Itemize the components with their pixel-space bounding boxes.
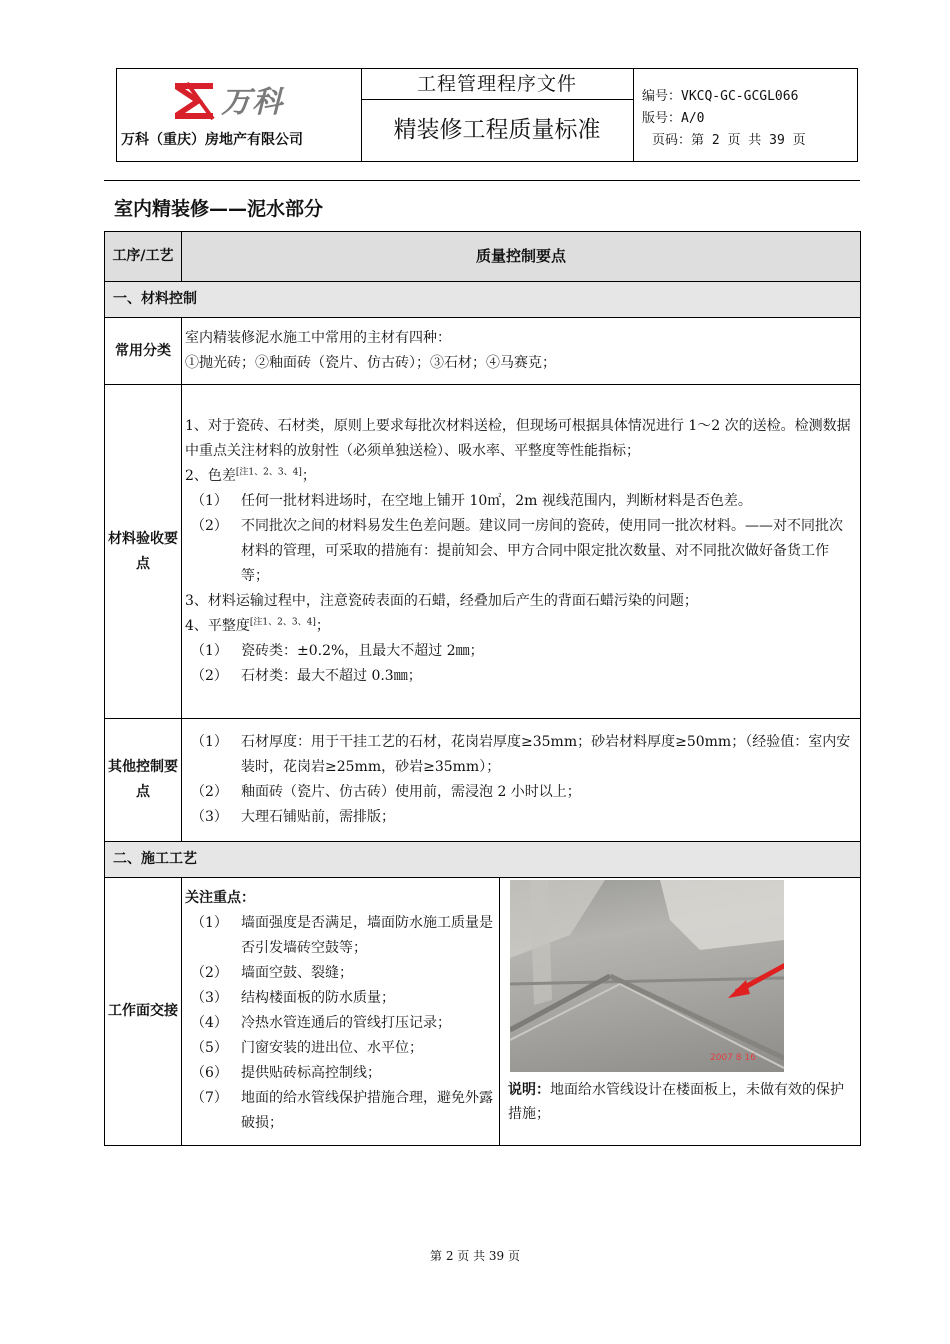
- list-item: （3） 大理石铺贴前，需排版；: [191, 809, 395, 825]
- logo-text: 万科: [221, 85, 283, 120]
- caption-text: 地面给水管线设计在楼面板上，未做有效的保护措施；: [508, 1082, 844, 1122]
- table-header-row: [105, 232, 861, 282]
- list-item: （3） 结构楼面板的防水质量；: [191, 990, 395, 1006]
- list-item: （6） 提供贴砖标高控制线；: [191, 1065, 381, 1081]
- section-heading-construction: 二、施工工艺: [105, 842, 861, 878]
- paragraph: 4、平整度[注1、2、3、4]；: [185, 617, 330, 634]
- table-row: [105, 878, 861, 1146]
- site-photo-drawing: [510, 880, 784, 1072]
- section-title: 室内精装修——泥水部分: [114, 198, 324, 220]
- list-item: （4） 冷热水管连通后的管线打压记录；: [191, 1015, 451, 1031]
- list-item: （2） 釉面砖（瓷片、仿古砖）使用前，需浸泡 2 小时以上；: [191, 784, 581, 800]
- list-item: （5） 门窗安装的进出位、水平位；: [191, 1040, 423, 1056]
- section-row-materials: [105, 282, 861, 318]
- site-photo: [510, 880, 784, 1072]
- doc-title-cell: [361, 69, 634, 161]
- section-heading-materials: 一、材料控制: [105, 282, 861, 318]
- row-content-material: [182, 385, 861, 719]
- doc-meta-cell: [634, 69, 858, 161]
- doc-title: 精装修工程质量标准: [393, 117, 601, 143]
- photo-cell: [500, 878, 861, 1146]
- list-item: （1） 石材厚度：用于干挂工艺的石材，花岗岩厚度≥35mm；砂岩材料厚度≥50mm；（经验值：室内安装时，花岗岩≥25mm，砂岩≥35mm）；: [191, 734, 851, 775]
- logo-cell: [117, 69, 362, 161]
- page-footer: 第 2 页 共 39 页: [430, 1249, 520, 1263]
- list-item: （1） 墙面强度是否满足，墙面防水施工质量是否引发墙砖空鼓等；: [191, 915, 493, 956]
- photo-caption: [500, 1072, 860, 1126]
- section-row-construction: [105, 842, 861, 878]
- table-row: [105, 318, 861, 385]
- list-item: （7） 地面的给水管线保护措施合理，避免外露破损；: [191, 1090, 493, 1131]
- list-item: （2） 石材类：最大不超过 0.3㎜；: [191, 668, 422, 684]
- list-item: （2） 不同批次之间的材料易发生色差问题。建议同一房间的瓷砖，使用同一批次材料。——对不同批次材料的管理，可采取的措施有：提前知会、甲方合同中限定批次数量、对不同批次做好备货工作等；: [191, 518, 843, 584]
- photo-date-stamp: 2007 8 16: [710, 1053, 756, 1063]
- focus-heading: 关注重点：: [185, 890, 255, 906]
- row-label-material: 材料验收要点: [105, 385, 182, 719]
- col-header-quality: 质量控制要点: [182, 232, 861, 282]
- company-name: 万科（重庆）房地产有限公司: [121, 132, 303, 148]
- list-item: （1） 任何一批材料进场时，在空地上铺开 10㎡，2m 视线范围内，判断材料是否色差。: [191, 493, 752, 509]
- row-label-common: 常用分类: [105, 318, 182, 385]
- paragraph: 1、对于瓷砖、石材类，原则上要求每批次材料送检，但现场可根据具体情况进行 1～2 次的送检。检测数据中重点关注材料的放射性（必须单独送检）、吸水率、平整度等性能指标；: [185, 418, 851, 459]
- row-label-handover: 工作面交接: [105, 878, 182, 1146]
- text-line: ①抛光砖；②釉面砖（瓷片、仿古砖）；③石材；④马赛克；: [185, 355, 556, 371]
- list-item: （2） 墙面空鼓、裂缝；: [191, 965, 353, 981]
- text-line: 室内精装修泥水施工中常用的主材有四种：: [185, 330, 451, 346]
- document-header: [116, 68, 858, 162]
- list-item: （1） 瓷砖类：±0.2%，且最大不超过 2㎜；: [191, 643, 484, 659]
- doc-code: 编号：VKCQ-GC-GCGL066: [642, 89, 799, 104]
- doc-type: 工程管理程序文件: [361, 69, 633, 100]
- row-content-common: [182, 318, 861, 385]
- row-content-other: [182, 719, 861, 842]
- quality-table: [104, 231, 861, 1146]
- doc-version: 版号：A/0: [642, 111, 705, 126]
- doc-page: 页码：第 2 页 共 39 页: [652, 133, 806, 148]
- col-header-process: 工序/工艺: [105, 232, 182, 282]
- table-row: [105, 719, 861, 842]
- paragraph: 2、色差[注1、2、3、4]；: [185, 467, 316, 484]
- paragraph: 3、材料运输过程中，注意瓷砖表面的石蜡，经叠加后产生的背面石蜡污染的问题；: [185, 593, 698, 609]
- caption-label: 说明：: [508, 1082, 550, 1098]
- row-content-handover: [182, 878, 500, 1146]
- row-label-other: 其他控制要点: [105, 719, 182, 842]
- table-row: [105, 385, 861, 719]
- header-divider: [104, 180, 860, 181]
